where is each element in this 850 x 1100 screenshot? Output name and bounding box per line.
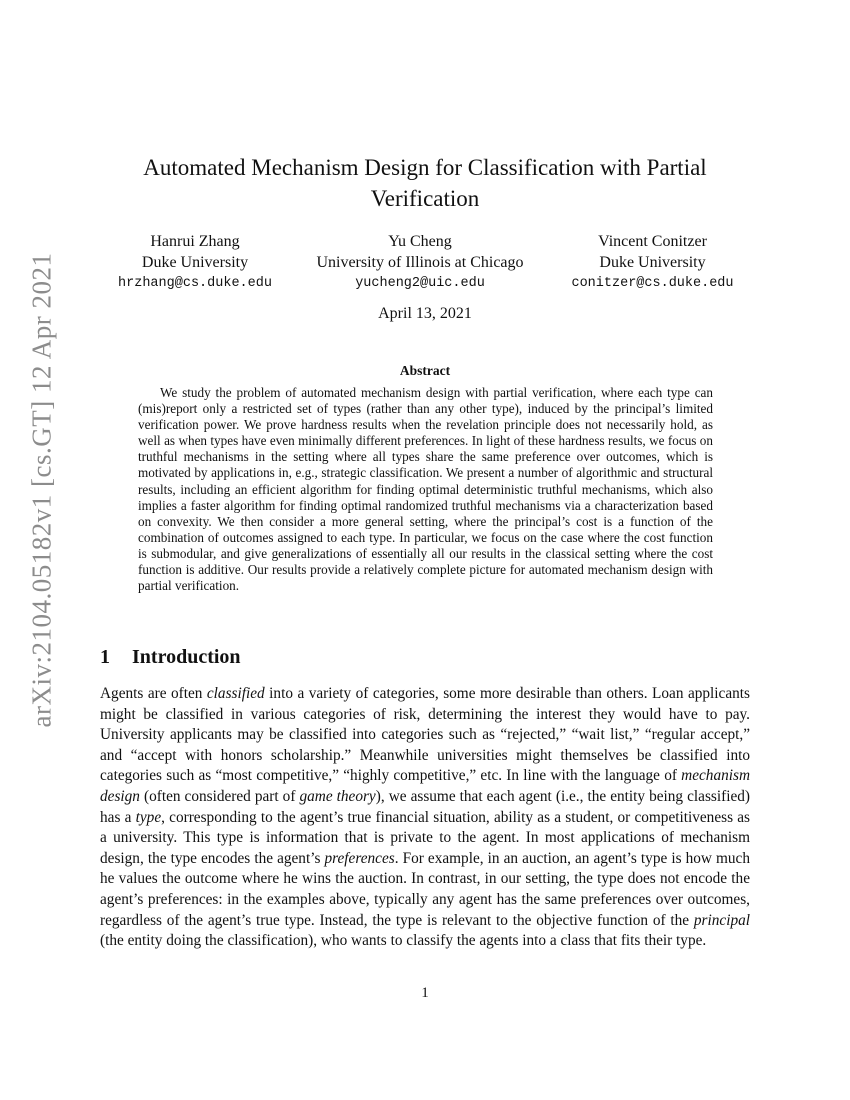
introduction-paragraph: Agents are often classified into a variety of categories, some more desirable than others. Loan applicants might be classified in various categories of risk, determining the interest they would have to pay. University applicants may be classified into categories such as “rejected,” “wait list,” “regular accept,” and “accept with honors scholarship.” Meanwhile universities might themselves be classified into categories such as “most competitive,” “highly competitive,” etc. In line with the language of mechanism design (often considered part of game theory), we assume that each agent (i.e., the entity being classified) has a type, corresponding to the agent’s true financial situation, ability as a student, or competitiveness as a university. This type is information that is private to the agent. In most applications of mechanism design, the type encodes the agent’s preferences. For example, in an auction, an agent’s type is how much he values the outcome where he wins the auction. In contrast, in our setting, the type does not encode the agent’s preferences: in the examples above, typically any agent has the same preferences over outcomes, regardless of the agent’s true type. Instead, the type is relevant to the objective function of the principal (the entity doing the classification), who wants to classify the agents into a class that fits their type.: [100, 685, 750, 950]
author-affiliation: University of Illinois at Chicago: [316, 254, 524, 271]
author-email[interactable]: conitzer@cs.duke.edu: [571, 276, 734, 291]
section-heading-introduction: [100, 646, 241, 669]
author-name: Yu Cheng: [388, 233, 452, 250]
section-number: 1: [100, 646, 110, 668]
author-name: Hanrui Zhang: [150, 233, 240, 250]
abstract-heading: Abstract: [399, 363, 451, 378]
emphasis-principal: principal: [693, 911, 750, 929]
abstract-text: We study the problem of automated mechanism design with partial verification, where each type can (mis)report only a restricted set of types (rather than any other type), induced by the principal’s limited verification power. We prove hardness results when the revelation principle does not necessarily hold, as well as when types have even minimally different preferences. In light of these hardness results, we focus on truthful mechanisms in the setting where all types share the same preference over outcomes, which is motivated by applications in, e.g., strategic classification. We present a number of algorithmic and structural results, including an efficient algorithm for finding optimal deterministic truthful mechanisms, which also implies a faster algorithm for finding optimal randomized truthful mechanisms via a characterization based on convexity. We then consider a more general setting, where the principal’s cost is a function of the combination of outcomes assigned to each type. In particular, we focus on the case where the cost function is submodular, and give generalizations of essentially all our results in the classical setting where the cost function is additive. Our results provide a relatively complete picture for automated mechanism design with partial verification.: [138, 385, 713, 594]
author-hanrui-zhang: [100, 231, 290, 294]
author-email[interactable]: yucheng2@uic.edu: [355, 276, 485, 291]
title-line-1: Automated Mechanism Design for Classification with Partial: [143, 155, 707, 180]
arxiv-identifier-stamp: arXiv:2104.05182v1 [cs.GT] 12 Apr 2021: [26, 252, 57, 728]
section-title: Introduction: [132, 646, 241, 668]
title-line-2: Verification: [370, 186, 480, 211]
author-vincent-conitzer: [555, 231, 750, 294]
paper-title: [100, 152, 750, 214]
author-name: Vincent Conitzer: [598, 233, 707, 250]
author-email[interactable]: hrzhang@cs.duke.edu: [118, 276, 272, 291]
emphasis-preferences: preferences: [324, 849, 395, 867]
emphasis-mechanism-design: mechanism design: [100, 767, 750, 805]
author-affiliation: Duke University: [141, 254, 249, 271]
emphasis-game-theory: game theory: [299, 787, 376, 805]
author-yu-cheng: [305, 231, 535, 294]
page-number: 1: [421, 985, 429, 1001]
emphasis-classified: classified: [206, 685, 265, 702]
emphasis-type: type: [135, 808, 162, 826]
author-affiliation: Duke University: [599, 254, 706, 271]
publication-date: April 13, 2021: [378, 305, 472, 322]
